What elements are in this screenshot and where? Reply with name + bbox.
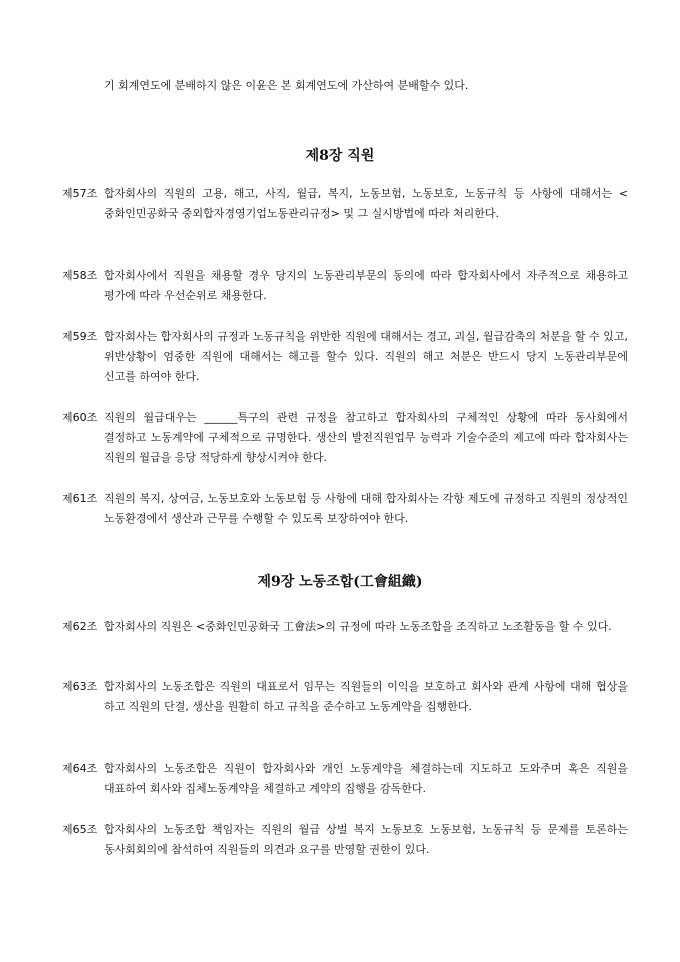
article-64 (62, 759, 628, 799)
article-57 (62, 184, 628, 224)
article-text: 합자회사의 노동조합은 직원의 대표로서 임무는 직원들의 이익을 보호하고 회사와 관계 사항에 대해 협상을 하고 직원의 단결, 생산을 원활히 하고 규칙을 준수하고 노동계약을 집행한다. (104, 680, 628, 713)
article-number: 제60조 (62, 411, 98, 424)
article-text: 직원의 월급대우는 ______특구의 관련 규정을 참고하고 합자회사의 구체적인 상황에 따라 동사회에서 결정하고 노동계약에 구체적으로 규명한다. 생산의 발전직원업무 능력과 기술수준의 제고에 따라 합자회사는 직원의 월급을 응당 적당하게 향상시켜야 한다. (104, 411, 628, 464)
article-text: 합자회사의 직원의 고용, 해고, 사직, 월급, 복지, 노동보험, 노동보호, 노동규칙 등 사항에 대해서는 <중화인민공화국 중외합자경영기업노동관리규정> 및 그 실시방법에 따라 처리한다. (104, 187, 628, 220)
article-text: 합자회사의 노동조합 책임자는 직원의 월급 상벌 복지 노동보호 노동보험, 노동규칙 등 문제를 토론하는 동사회회의에 참석하여 직원들의 의견과 요구를 반영할 권한이 있다. (104, 823, 628, 856)
article-59 (62, 327, 628, 387)
article-text: 합자회사의 직원은 <중화인민공화국 工會法>의 규정에 따라 노동조합을 조직하고 노조활동을 할 수 있다. (104, 620, 612, 633)
article-number: 제59조 (62, 330, 98, 343)
chapter-9-heading: 제9장 노동조합(工會組織) (257, 574, 423, 590)
article-number: 제61조 (62, 492, 98, 505)
article-number: 제58조 (62, 269, 98, 282)
article-number: 제65조 (62, 823, 98, 836)
article-text: 합자회사에서 직원을 채용할 경우 당지의 노동관리부문의 동의에 따라 합자회사에서 자주적으로 채용하고 평가에 따라 우선순위로 채용한다. (104, 269, 628, 302)
article-63 (62, 677, 628, 717)
article-65 (62, 820, 628, 860)
article-text: 직원의 복지, 상여금, 노동보호와 노동보험 등 사항에 대해 합자회사는 각항 제도에 규정하고 직원의 정상적인 노동환경에서 생산과 근무를 수행할 수 있도록 보장하여야 한다. (104, 492, 628, 525)
article-58 (62, 266, 628, 306)
article-number: 제64조 (62, 762, 98, 775)
article-text: 합자회사는 합자회사의 규정과 노동규칙을 위반한 직원에 대해서는 경고, 괴실, 월급감축의 처분을 할 수 있고, 위반상황이 엄중한 직원에 대해서는 해고를 할수 있다. 직원의 해고 처분은 반드시 당지 노동관리부문에 신고를 하여야 한다. (104, 330, 628, 383)
article-text: 합자회사의 노동조합은 직원이 합자회사와 개인 노동계약을 체결하는데 지도하고 도와주며 혹은 직원을 대표하여 회사와 집체노동계약을 체결하고 계약의 집행을 감독한다. (104, 762, 628, 795)
continuation-line: 기 회계연도에 분배하지 않은 이윤은 본 회계연도에 가산하여 분배할수 있다. (104, 79, 469, 92)
chapter-8-heading: 제8장 직원 (305, 148, 375, 164)
article-number: 제62조 (62, 620, 98, 633)
article-61 (62, 489, 628, 529)
article-number: 제57조 (62, 187, 98, 200)
article-60 (62, 408, 628, 468)
article-62 (62, 617, 628, 637)
article-number: 제63조 (62, 680, 98, 693)
